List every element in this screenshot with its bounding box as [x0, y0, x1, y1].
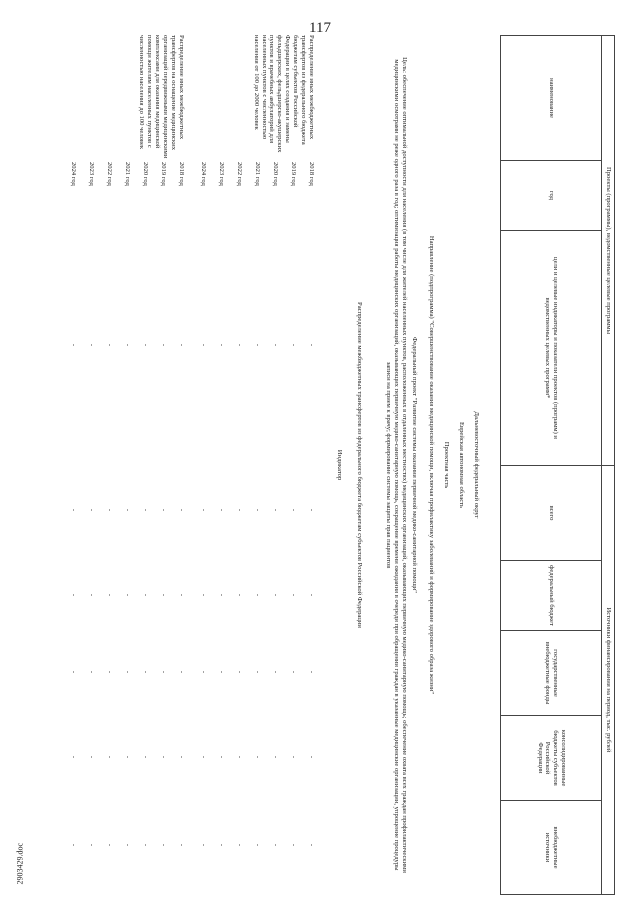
year-cell: 2022 год: [106, 162, 113, 186]
dash-cell: -: [88, 755, 95, 759]
header-group-sources: Источники финансирования на период, тыс. рублей: [604, 607, 612, 753]
dash-cell: -: [142, 508, 149, 512]
year-cell: 2024 год: [70, 162, 77, 186]
dash-cell: -: [88, 343, 95, 347]
dash-cell: -: [142, 343, 149, 347]
dash-cell: -: [106, 508, 113, 512]
part-title: Проектная часть: [443, 441, 450, 489]
dash-cell: -: [70, 508, 77, 512]
year-cell: 2020 год: [142, 162, 149, 186]
dash-cell: -: [160, 755, 167, 759]
dash-cell: -: [254, 755, 261, 759]
dash-cell: -: [106, 755, 113, 759]
header-col-funds: государственные внебюджетные фонды: [501, 631, 602, 716]
dash-cell: -: [254, 343, 261, 347]
dash-cell: -: [106, 843, 113, 847]
dash-cell: -: [290, 755, 297, 759]
dash-cell: -: [88, 593, 95, 597]
dash-cell: -: [70, 343, 77, 347]
header-col-extra: внебюджетные источники: [544, 826, 560, 869]
dash-cell: -: [218, 755, 225, 759]
dash-cell: -: [142, 670, 149, 674]
dash-cell: -: [88, 508, 95, 512]
dash-cell: -: [178, 593, 185, 597]
dash-cell: -: [70, 755, 77, 759]
dash-cell: -: [272, 593, 279, 597]
dash-cell: -: [290, 670, 297, 674]
dash-cell: -: [236, 670, 243, 674]
dash-cell: -: [218, 593, 225, 597]
page-number: 117: [309, 20, 331, 36]
dash-cell: -: [160, 670, 167, 674]
dash-cell: -: [88, 670, 95, 674]
region-title: Еврейская автономная область: [458, 421, 465, 509]
dash-cell: -: [142, 843, 149, 847]
header-col-name: наименование: [501, 36, 602, 161]
dash-cell: -: [218, 343, 225, 347]
dash-cell: -: [290, 508, 297, 512]
dash-cell: -: [70, 843, 77, 847]
dash-cell: -: [178, 670, 185, 674]
direction-title: Направление (подпрограмма) "Совершенствование оказания медицинской помощи, включая профилактику заболеваний и формирование здорового образа жизни": [428, 235, 435, 695]
rotated-table: [70, 35, 615, 895]
year-cell: 2024 год: [200, 162, 207, 186]
dash-cell: -: [200, 843, 207, 847]
dash-cell: -: [218, 843, 225, 847]
goal-text: Цель: обеспечение оптимальной доступности для населения (в том числе для жителей населенных пунктов, расположенных в отдаленных местностях) медицинских организаций, оказывающих первичную медико-санитарную помощь; обеспечение охвата всех граждан профилактическими медицинскими осмотрами не реже одного раза в год; оптимизация работы медицинских организаций, оказывающих первичную медико-санитарную помощь, сокращение времени ожидания в очереди при обращении граждан в указанные медицинские организации, упрощение процедуры записи на прием к врачу; формирование системы защиты прав пациентов: [385, 57, 408, 873]
dash-cell: -: [160, 343, 167, 347]
dash-cell: -: [308, 343, 315, 347]
dash-cell: -: [290, 843, 297, 847]
year-cell: 2023 год: [218, 162, 225, 186]
document-id: 2903429.doc: [15, 842, 25, 885]
year-cell: 2019 год: [290, 162, 297, 186]
dash-cell: -: [178, 843, 185, 847]
dash-cell: -: [290, 343, 297, 347]
dash-cell: -: [254, 843, 261, 847]
dash-cell: -: [272, 508, 279, 512]
dash-cell: -: [308, 508, 315, 512]
dash-cell: -: [236, 593, 243, 597]
dash-cell: -: [200, 343, 207, 347]
header-col-federal: федеральный бюджет: [501, 561, 602, 631]
year-cell: 2019 год: [160, 162, 167, 186]
dash-cell: -: [308, 843, 315, 847]
dash-cell: -: [124, 843, 131, 847]
header-col-total: всего: [501, 466, 602, 561]
dash-cell: -: [236, 843, 243, 847]
dash-cell: -: [142, 755, 149, 759]
dash-cell: -: [178, 755, 185, 759]
dash-cell: -: [254, 670, 261, 674]
dash-cell: -: [218, 670, 225, 674]
dash-cell: -: [236, 508, 243, 512]
dash-cell: -: [124, 508, 131, 512]
dash-cell: -: [160, 593, 167, 597]
dash-cell: -: [106, 670, 113, 674]
header-col-consolidated: консолидированные бюджеты субъектов Российской Федерации: [501, 716, 602, 801]
year-cell: 2021 год: [254, 162, 261, 186]
dash-cell: -: [70, 593, 77, 597]
transfer-title: Распределение межбюджетных трансфертов из федерального бюджета бюджетам субъектов Российской Федерации: [356, 302, 363, 628]
project-title: Федеральный проект "Развитие системы оказания первичной медико-санитарной помощи": [411, 337, 418, 593]
dash-cell: -: [200, 593, 207, 597]
dash-cell: -: [124, 343, 131, 347]
dash-cell: -: [308, 593, 315, 597]
dash-cell: -: [160, 843, 167, 847]
dash-cell: -: [272, 843, 279, 847]
district-title: Дальневосточный федеральный округ: [473, 411, 480, 519]
dash-cell: -: [142, 593, 149, 597]
dash-cell: -: [124, 593, 131, 597]
dash-cell: -: [254, 593, 261, 597]
year-cell: 2020 год: [272, 162, 279, 186]
dash-cell: -: [178, 508, 185, 512]
year-cell: 2022 год: [236, 162, 243, 186]
dash-cell: -: [160, 508, 167, 512]
dash-cell: -: [308, 755, 315, 759]
dash-cell: -: [106, 593, 113, 597]
dash-cell: -: [272, 670, 279, 674]
dash-cell: -: [200, 508, 207, 512]
year-cell: 2023 год: [88, 162, 95, 186]
header-group-projects: Проекты (программы), ведомственные целевые программы: [602, 36, 614, 466]
dash-cell: -: [124, 755, 131, 759]
dash-cell: -: [254, 508, 261, 512]
header-col-goals: цели и целевые индикаторы и показатели проектов (программ) и ведомственных целевых программ*: [501, 231, 602, 466]
dash-cell: -: [124, 670, 131, 674]
dash-cell: -: [70, 670, 77, 674]
dash-cell: -: [218, 508, 225, 512]
dash-cell: -: [272, 343, 279, 347]
dash-cell: -: [88, 843, 95, 847]
dash-cell: -: [106, 343, 113, 347]
dash-cell: -: [308, 670, 315, 674]
dash-cell: -: [200, 670, 207, 674]
year-cell: 2018 год: [178, 162, 185, 186]
dash-cell: -: [272, 755, 279, 759]
table-header: [500, 35, 615, 895]
row-label-1: Распределение иных межбюджетных трансфертов из федерального бюджета бюджетам субъектов Российской Федерации в целях создания и замены фельдшерских, фельдшерско-акушерских пунктов и врачебных амбулаторий для населенных пунктов с численностью населения от 100 до 2000 человек: [252, 35, 315, 153]
year-cell: 2018 год: [308, 162, 315, 186]
row-label-2: Распределение иных межбюджетных трансфертов на оснащение медицинских организаций передвижными медицинскими комплексами для оказания медицинской помощи жителям населенных пунктов с численностью населения до 100 человек: [138, 35, 185, 159]
dash-cell: -: [236, 343, 243, 347]
dash-cell: -: [200, 755, 207, 759]
year-cell: 2021 год: [124, 162, 131, 186]
indicator-title: Индикатор: [336, 449, 343, 481]
header-col-year: год: [501, 161, 602, 231]
dash-cell: -: [290, 593, 297, 597]
dash-cell: -: [236, 755, 243, 759]
dash-cell: -: [178, 343, 185, 347]
